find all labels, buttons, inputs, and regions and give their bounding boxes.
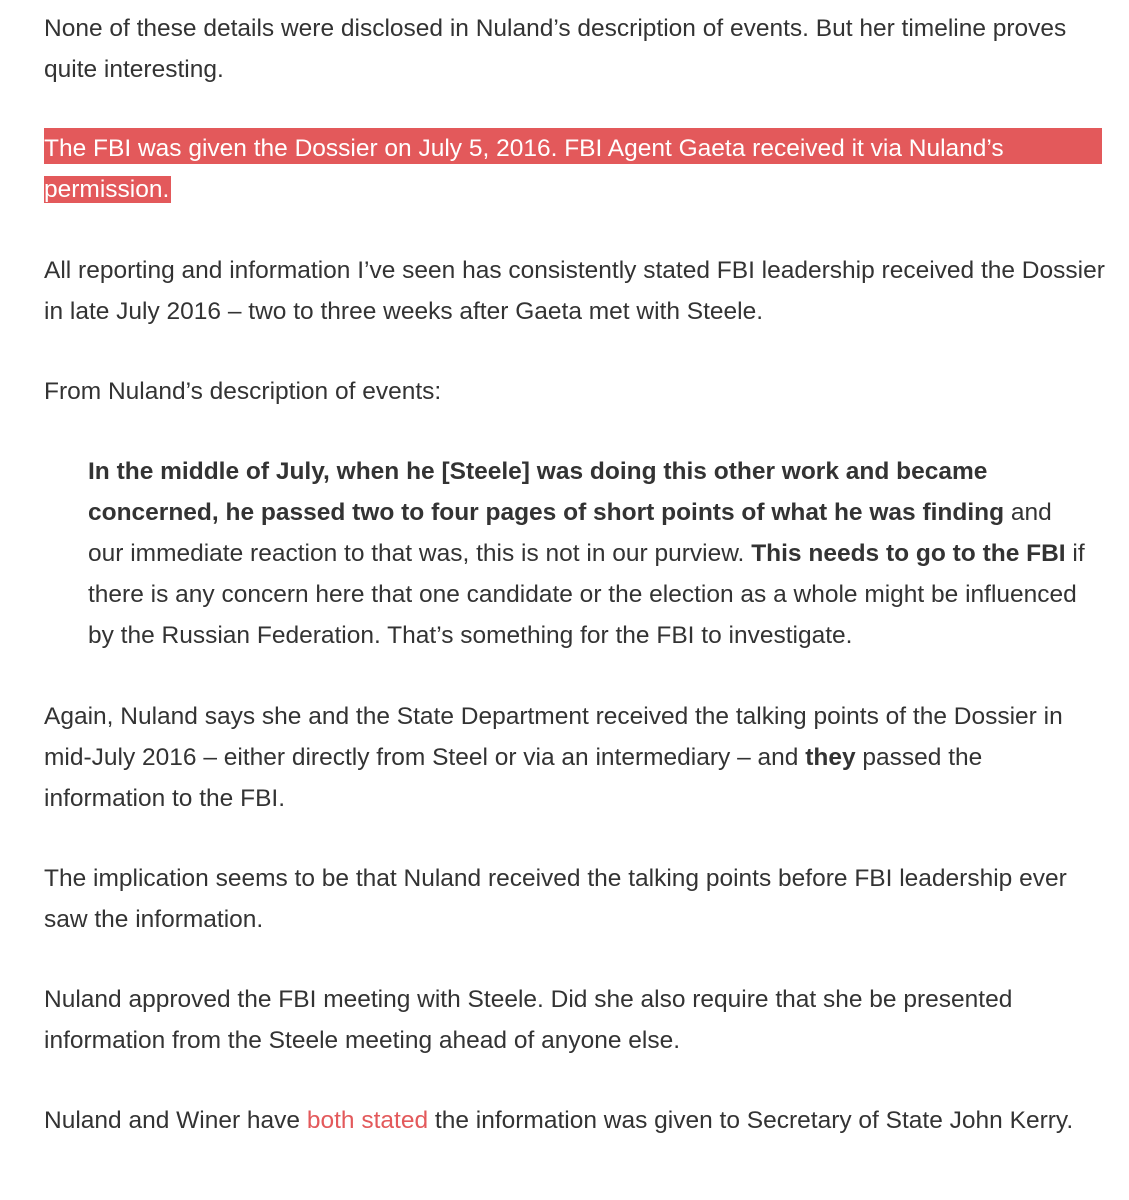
quote-text-2: if there is any concern here that one candidate or the election as a whole might be influenced by the Russian Federation. That’s something for the FBI to investigate. bbox=[88, 540, 1085, 649]
both-stated-link[interactable]: both stated bbox=[306, 1107, 429, 1134]
paragraph-quote-intro: From Nuland’s description of events: bbox=[44, 378, 442, 405]
quote-text-1: and our immediate reaction to that was, this is not in our purview. bbox=[88, 499, 1052, 567]
paragraph-kerry bbox=[44, 1100, 1110, 1141]
quote-bold-1: In the middle of July, when he [Steele] was doing this other work and became concerned, he passed two to four pages of short points of what he was finding bbox=[88, 458, 1005, 526]
quote-bold-2: This needs to go to the FBI bbox=[751, 540, 1066, 567]
p6-text-2: passed the information to the FBI. bbox=[44, 744, 983, 812]
p6-text-1: Again, Nuland says she and the State Department received the talking points of the Dossier in mid-July 2016 – either directly from Steel or via an intermediary – and bbox=[44, 703, 1063, 771]
paragraph-again bbox=[44, 696, 1110, 819]
p9-text-2: the information was given to Secretary of State John Kerry. bbox=[428, 1107, 1074, 1134]
p9-text-1: Nuland and Winer have bbox=[44, 1107, 307, 1134]
paragraph-intro: None of these details were disclosed in Nuland’s description of events. But her timeline proves quite interesting. bbox=[44, 15, 1067, 83]
highlight-text bbox=[44, 128, 1102, 210]
p6-bold: they bbox=[805, 744, 856, 771]
highlighted-passage bbox=[44, 128, 1102, 210]
highlight-line-1: The FBI was given the Dossier on July 5, 2016. FBI Agent Gaeta received it via Nuland’s bbox=[44, 135, 1004, 162]
paragraph-implication: The implication seems to be that Nuland received the talking points before FBI leadership ever saw the information. bbox=[44, 865, 1067, 933]
highlight-line-2: permission. bbox=[44, 176, 170, 203]
paragraph-reporting: All reporting and information I’ve seen has consistently stated FBI leadership received the Dossier in late July 2016 – two to three weeks after Gaeta met with Steele. bbox=[44, 257, 1105, 325]
blockquote-nuland bbox=[88, 451, 1088, 656]
paragraph-approved: Nuland approved the FBI meeting with Steele. Did she also require that she be presented information from the Steele meeting ahead of anyone else. bbox=[44, 986, 1013, 1054]
